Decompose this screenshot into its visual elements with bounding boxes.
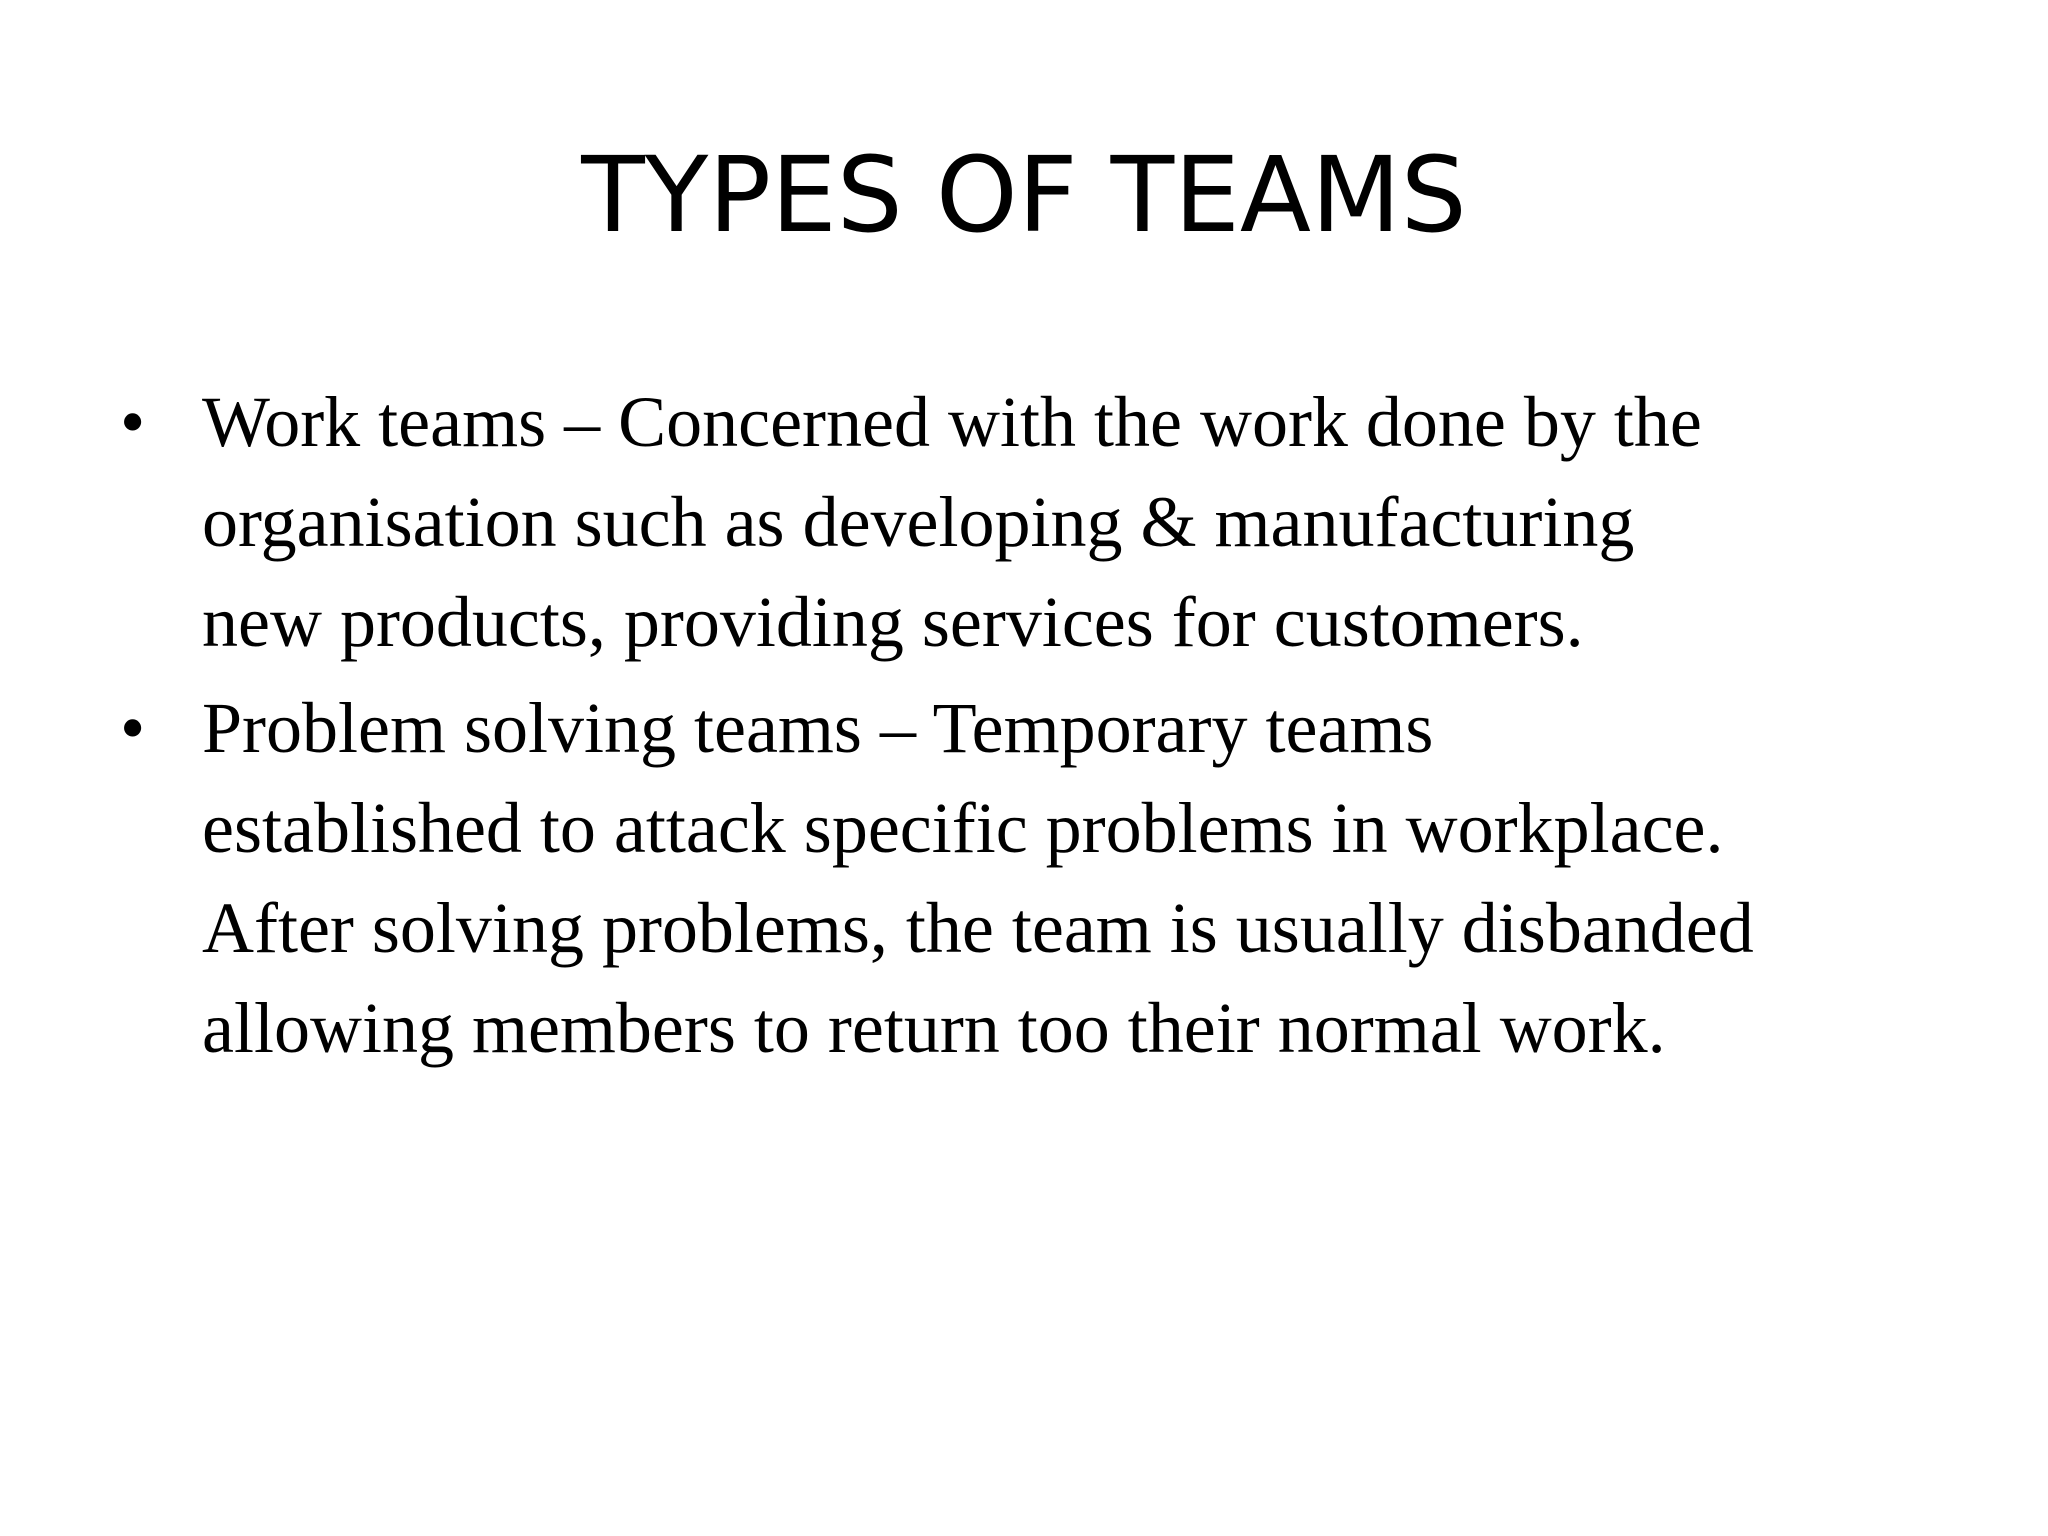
bullet-item-work-teams — [120, 372, 2000, 672]
slide-title: TYPES OF TEAMS — [581, 134, 1467, 256]
bullet-text: Problem solving teams – Temporary teams established to attack specific problems in workplace. After solving problems, the team is usually disbanded allowing members to return too their normal work. — [202, 688, 1754, 1068]
bullet-text: Work teams – Concerned with the work done by the organisation such as developing & manufacturing new products, providing services for customers. — [202, 382, 1702, 662]
bullet-list — [120, 372, 2000, 1084]
bullet-dot-icon: • — [120, 382, 146, 462]
bullet-item-problem-solving-teams — [120, 678, 2000, 1078]
bullet-dot-icon: • — [120, 688, 146, 768]
